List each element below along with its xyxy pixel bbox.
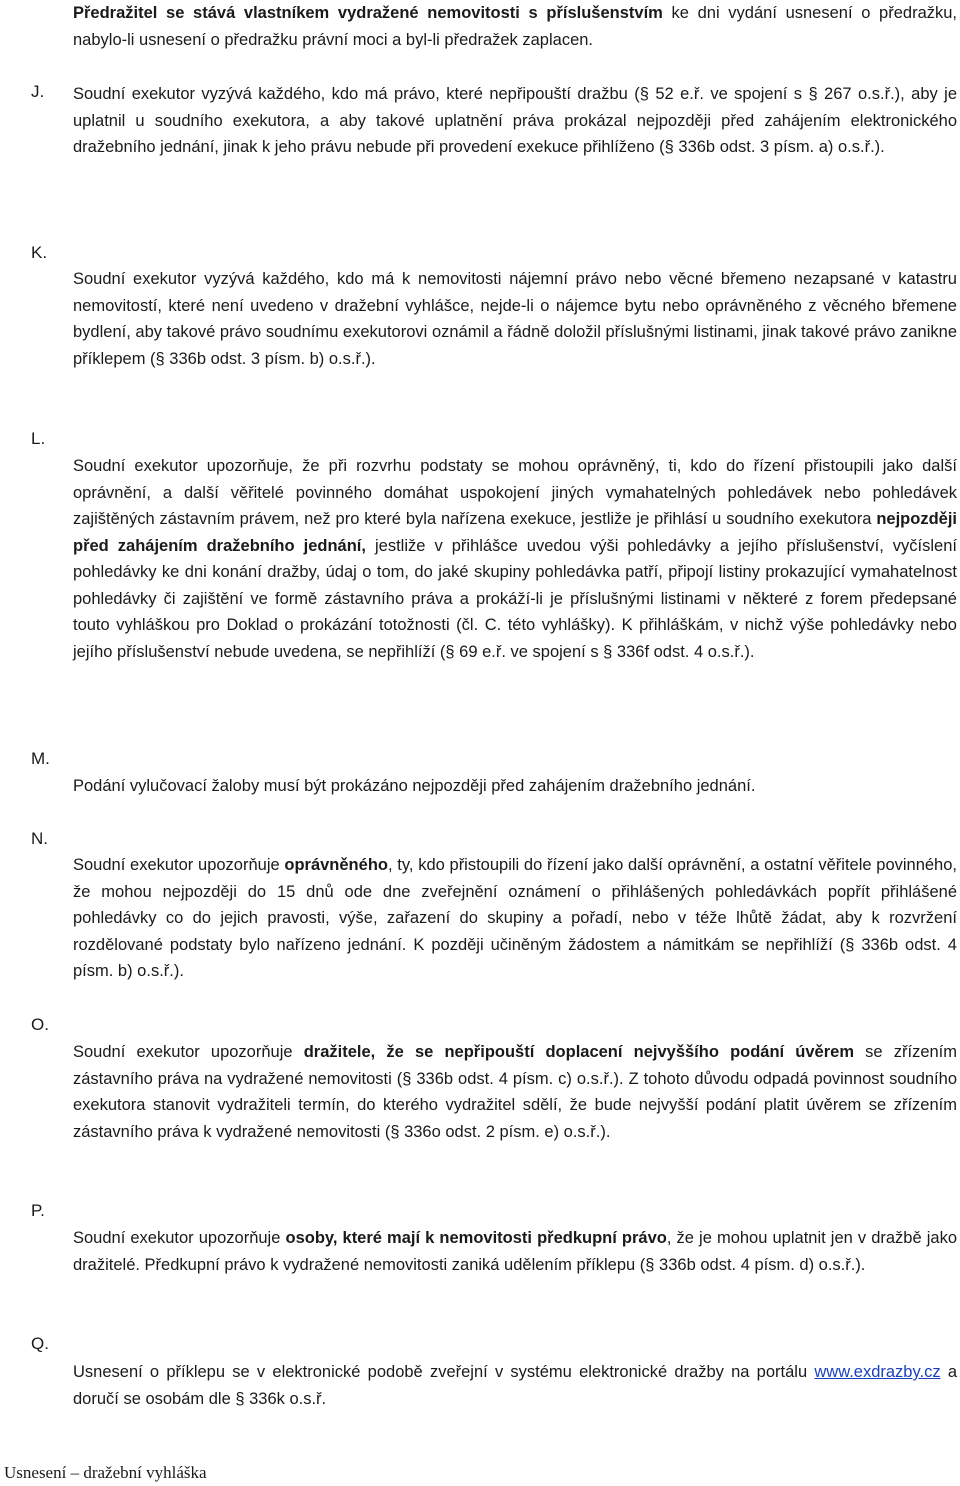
section-marker-q: Q. [31, 1334, 49, 1353]
exdrazby-link[interactable]: www.exdrazby.cz [814, 1363, 941, 1381]
section-n-paragraph [73, 852, 957, 985]
section-l-bold-text: nejpozději před zahájením dražebního jednání, [73, 510, 957, 555]
section-n-text-1: Soudní exekutor upozorňuje [73, 856, 285, 874]
section-n-bold-text: oprávněného [284, 856, 388, 874]
section-p-bold-text: osoby, které mají k nemovitosti předkupní právo [285, 1229, 667, 1247]
section-j-paragraph [73, 81, 957, 161]
intro-text: ke dni vydání usnesení o předražku, nabylo-li usnesení o předražku právní moci a byl-li předražek zaplacen. [73, 4, 958, 49]
section-k-text: Soudní exekutor vyzývá každého, kdo má k nemovitosti nájemní právo nebo věcné břemeno nezapsané v katastru nemovitostí, které není uvedeno v dražební vyhlášce, nejde-li o nájemce bytu nebo oprávněného z věcného břemene bydlení, aby takové právo soudnímu exekutorovi oznámil a řádně doložil příslušnými listinami, jinak takové právo zanikne příklepem (§ 336b odst. 3 písm. b) o.s.ř.). [73, 270, 957, 368]
section-marker-n: N. [31, 829, 48, 848]
section-m-text: Podání vylučovací žaloby musí být prokázáno nejpozději před zahájením dražebního jednání. [73, 777, 756, 795]
section-l-text-2: jestliže v přihlášce uvedou výši pohledávky a jejího příslušenství, vyčíslení pohledávky ke dni konání dražby, údaj o tom, do jaké skupiny pohledávka patří, připojí listiny prokazující vymahatelnost pohledávky či zajištění ve formě zástavního práva a prokáží-li je příslušnými listinami v některé z forem předepsané touto vyhláškou pro Doklad o prokázání totožnosti (čl. C. této vyhlášky). K přihláškám, v nichž výše pohledávky nebo jejího příslušenství nebude uvedena, se nepřihlíží (§ 69 e.ř. ve spojení s § 336f odst. 4 o.s.ř.). [73, 536, 957, 661]
section-l-text-1: Soudní exekutor upozorňuje, že při rozvrhu podstaty se mohou oprávněný, ti, kdo do řízení přistoupili jako další oprávnění, a další věřitelé povinného domáhat uspokojení jiných vymahatelných pohledávek nebo pohledávek zajištěných zástavním právem, než pro které byla nařízena exekuce, jestliže je přihlásí u soudního exekutora [73, 457, 957, 528]
section-j-text: Soudní exekutor vyzývá každého, kdo má právo, které nepřipouští dražbu (§ 52 e.ř. ve spojení s § 267 o.s.ř.), aby je uplatnil u soudního exekutora, a aby takové uplatnění práva prokázal nejpozději před zahájením elektronického dražebního jednání, jinak k jeho právu nebude při provedení exekuce přihlíženo (§ 336b odst. 3 písm. a) o.s.ř.). [73, 85, 957, 156]
section-o-bold-text: dražitele, že se nepřipouští doplacení nejvyššího podání úvěrem [303, 1043, 855, 1061]
section-p-paragraph [73, 1225, 957, 1278]
section-o-paragraph [73, 1039, 957, 1145]
section-l-paragraph [73, 453, 957, 665]
section-k-paragraph [73, 266, 957, 372]
page-footer: Usnesení – dražební vyhláška [4, 1463, 207, 1482]
section-o-text-2: se zřízením zástavního práva na vydražené nemovitosti (§ 336b odst. 4 písm. c) o.s.ř.). Z tohoto důvodu odpadá povinnost soudního exekutora stanovit vydražiteli termín, do kterého vydražitel sdělí, že bude nejvyšší podání platit úvěrem se zřízením zástavního práva k vydražené nemovitosti (§ 336o odst. 2 písm. e) o.s.ř.). [73, 1043, 958, 1141]
section-marker-m: M. [31, 749, 50, 768]
section-p-text-2: , že je mohou uplatnit jen v dražbě jako dražitelé. Předkupní právo k vydražené nemovitosti zaniká udělením příklepu (§ 336b odst. 4 písm. d) o.s.ř.). [73, 1229, 958, 1274]
section-m-paragraph [73, 773, 957, 800]
section-q-text-2: a doručí se osobám dle § 336k o.s.ř. [73, 1363, 957, 1408]
section-p-text-1: Soudní exekutor upozorňuje [73, 1229, 286, 1247]
section-o-text-1: Soudní exekutor upozorňuje [73, 1043, 304, 1061]
section-marker-j: J. [31, 82, 45, 101]
intro-bold-text: Předražitel se stává vlastníkem vydražené nemovitosti s příslušenstvím [73, 4, 663, 22]
section-marker-p: P. [31, 1201, 45, 1220]
section-marker-l: L. [31, 429, 46, 448]
section-marker-k: K. [31, 243, 48, 262]
intro-paragraph [73, 0, 957, 53]
section-n-text-2: , ty, kdo přistoupili do řízení jako další oprávnění, a ostatní věřitele povinného, že mohou nejpozději do 15 dnů ode dne zveřejnění oznámení o přihlášených pohledávkách popřít přihlášené pohledávky co do jejich pravosti, výše, zařazení do skupiny a pořadí, nebo v téže lhůtě žádat, aby k rozvržení rozdělované podstaty bylo nařízeno jednání. K později učiněným žádostem a námitkám se nepřihlíží (§ 336b odst. 4 písm. b) o.s.ř.). [73, 856, 957, 980]
section-q-paragraph [73, 1359, 957, 1412]
section-marker-o: O. [31, 1015, 49, 1034]
section-q-text-1: Usnesení o příklepu se v elektronické podobě zveřejní v systému elektronické dražby na portálu [73, 1363, 815, 1381]
